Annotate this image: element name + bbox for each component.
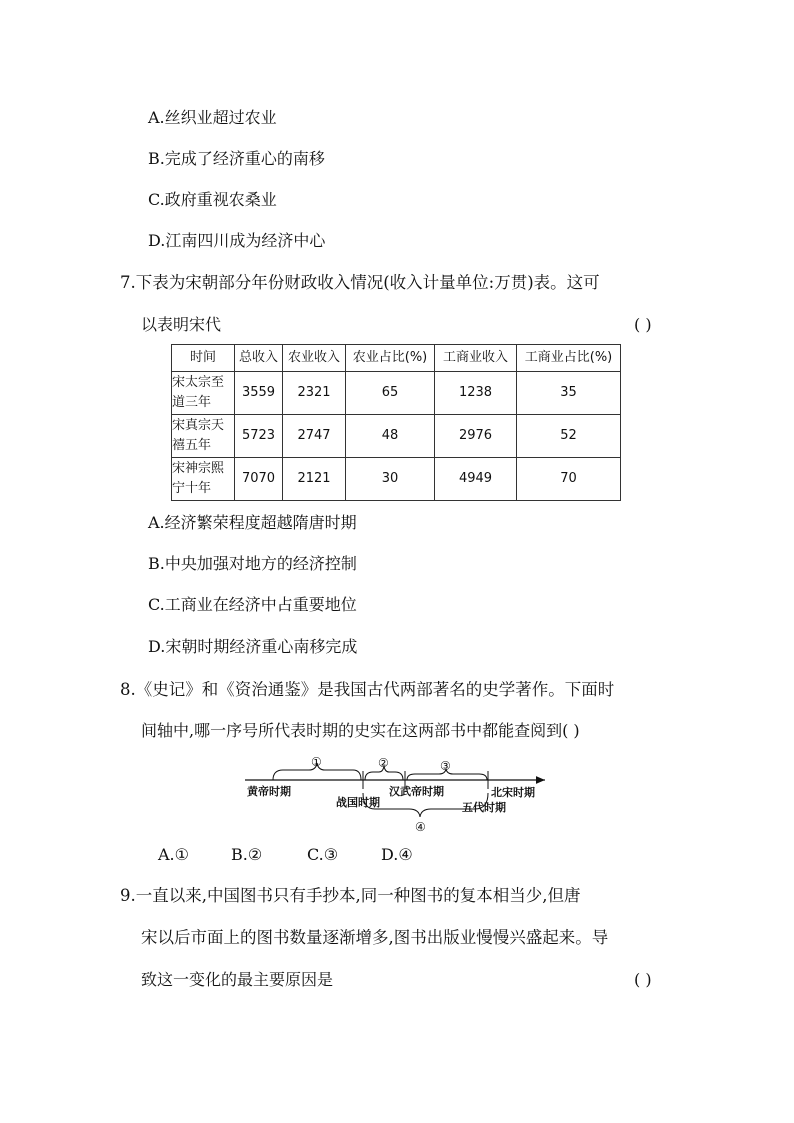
cell-time: 宋太宗至道三年 — [172, 372, 235, 415]
q7-option-b: B.中央加强对地方的经济控制 — [148, 554, 357, 573]
cell-agri: 2747 — [283, 415, 346, 458]
header-time: 时间 — [172, 345, 235, 372]
q6-option-a: A.丝织业超过农业 — [148, 108, 277, 127]
cell-ic: 4949 — [435, 458, 517, 501]
label-wudai: 五代时期 — [462, 801, 506, 814]
q6-option-d: D.江南四川成为经济中心 — [148, 231, 326, 250]
cell-ic-pct: 70 — [517, 458, 621, 501]
q7-revenue-table — [171, 344, 621, 501]
cell-ic-pct: 35 — [517, 372, 621, 415]
cell-ic: 2976 — [435, 415, 517, 458]
q8-option-d: D.④ — [381, 845, 413, 864]
cell-agri-pct: 48 — [346, 415, 435, 458]
cell-agri-pct: 65 — [346, 372, 435, 415]
label-hanwudi: 汉武帝时期 — [389, 785, 444, 798]
q8-timeline-diagram — [243, 755, 553, 835]
q6-option-c: C.政府重视农桑业 — [148, 190, 277, 209]
header-total: 总收入 — [235, 345, 283, 372]
q8-option-b: B.② — [231, 845, 263, 864]
q9-stem-line3: 致这一变化的最主要原因是 — [141, 970, 334, 989]
cell-time: 宋真宗天禧五年 — [172, 415, 235, 458]
cell-agri: 2321 — [283, 372, 346, 415]
marker-4-label: ④ — [415, 820, 426, 834]
q8-stem-line1: 8.《史记》和《资治通鉴》是我国古代两部著名的史学著作。下面时 — [120, 680, 615, 699]
q8-option-c: C.③ — [307, 845, 339, 864]
q7-option-c: C.工商业在经济中占重要地位 — [148, 595, 357, 614]
header-agri-pct: 农业占比(%) — [346, 345, 435, 372]
q7-answer-paren: ( ) — [634, 315, 652, 334]
marker-3-label: ③ — [440, 759, 451, 773]
header-ic-pct: 工商业占比(%) — [517, 345, 621, 372]
label-zhanguo: 战国时期 — [336, 796, 380, 809]
q9-stem-line1: 9.一直以来,中国图书只有手抄本,同一种图书的复本相当少,但唐 — [120, 886, 581, 905]
table-header-row — [172, 345, 621, 372]
cell-ic: 1238 — [435, 372, 517, 415]
q6-option-b: B.完成了经济重心的南移 — [148, 149, 325, 168]
marker-1-label: ① — [311, 755, 322, 769]
q7-stem-line2: 以表明宋代 — [141, 315, 222, 334]
table-row — [172, 415, 621, 458]
cell-total: 5723 — [235, 415, 283, 458]
cell-agri-pct: 30 — [346, 458, 435, 501]
q7-stem-line1: 7.下表为宋朝部分年份财政收入情况(收入计量单位:万贯)表。这可 — [120, 273, 600, 292]
q9-answer-paren: ( ) — [634, 970, 652, 989]
q8-stem-line2: 间轴中,哪一序号所代表时期的史实在这两部书中都能查阅到( ) — [141, 721, 580, 740]
label-huangdi: 黄帝时期 — [247, 785, 291, 798]
q8-option-a: A.① — [158, 845, 189, 864]
cell-ic-pct: 52 — [517, 415, 621, 458]
cell-time: 宋神宗熙宁十年 — [172, 458, 235, 501]
cell-total: 7070 — [235, 458, 283, 501]
q7-option-a: A.经济繁荣程度超越隋唐时期 — [148, 513, 357, 532]
label-beisong: 北宋时期 — [491, 786, 535, 799]
table-row — [172, 372, 621, 415]
q9-stem-line2: 宋以后市面上的图书数量逐渐增多,图书出版业慢慢兴盛起来。导 — [141, 928, 609, 947]
cell-total: 3559 — [235, 372, 283, 415]
table-row — [172, 458, 621, 501]
q7-option-d: D.宋朝时期经济重心南移完成 — [148, 637, 358, 656]
marker-2-label: ② — [378, 756, 389, 770]
header-ic: 工商业收入 — [435, 345, 517, 372]
cell-agri: 2121 — [283, 458, 346, 501]
header-agri: 农业收入 — [283, 345, 346, 372]
